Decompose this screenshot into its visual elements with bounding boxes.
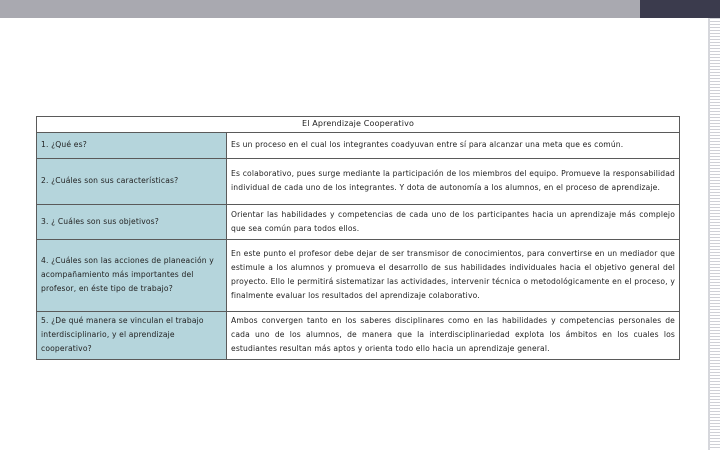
question-cell: 3. ¿ Cuáles son sus objetivos? (37, 204, 227, 239)
top-decorative-bar (0, 0, 720, 18)
answer-cell: Es colaborativo, pues surge mediante la participación de los miembros del equipo. Promueve la responsabilidad individual de cada uno de los integrantes. Y dota de autonomía a los alumnos, en el proceso de aprendizaje. (227, 158, 680, 204)
answer-cell: Ambos convergen tanto en los saberes disciplinares como en las habilidades y competencias personales de cada uno de los alumnos, de manera que la interdisciplinariedad explota los ámbitos en los cuales los estudiantes resultan más aptos y orienta todo ello hacia un aprendizaje general. (227, 311, 680, 359)
table-row (37, 132, 680, 158)
answer-cell: Es un proceso en el cual los integrantes coadyuvan entre sí para alcanzar una meta que es común. (227, 132, 680, 158)
right-decorative-line (708, 18, 710, 450)
question-cell: 1. ¿Qué es? (37, 132, 227, 158)
question-cell: 5. ¿De qué manera se vinculan el trabajo interdisciplinario, y el aprendizaje cooperativo? (37, 311, 227, 359)
answer-cell: Orientar las habilidades y competencias de cada uno de los participantes hacia un aprendizaje más complejo que sea común para todos ellos. (227, 204, 680, 239)
table-row (37, 239, 680, 311)
question-cell: 4. ¿Cuáles son las acciones de planeación y acompañamiento más importantes del profesor, en éste tipo de trabajo? (37, 239, 227, 311)
cooperative-learning-table (36, 116, 680, 360)
table-row (37, 204, 680, 239)
table-title: El Aprendizaje Cooperativo (37, 117, 680, 133)
answer-cell: En este punto el profesor debe dejar de ser transmisor de conocimientos, para convertirse en un mediador que estimule a los alumnos y promueva el desarrollo de sus habilidades individuales hacia el objetivo general del proyecto. Ello le permitirá sistematizar las actividades, intervenir técnica o metodológicamente en el proceso, y finalmente evaluar los resultados del aprendizaje colaborativo. (227, 239, 680, 311)
top-bar-dark-segment (640, 0, 720, 18)
table-row (37, 158, 680, 204)
table-row (37, 311, 680, 359)
question-cell: 2. ¿Cuáles son sus características? (37, 158, 227, 204)
top-bar-light-segment (0, 0, 640, 18)
table-header-row (37, 117, 680, 133)
right-decorative-stripes (710, 18, 720, 450)
